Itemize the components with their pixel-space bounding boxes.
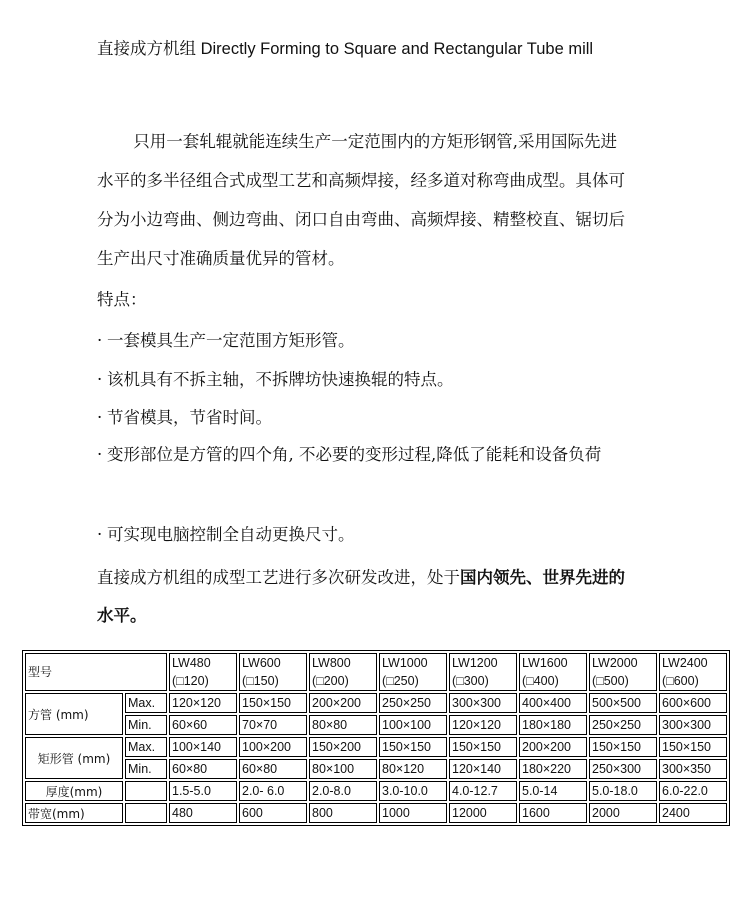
table-cell: 200×200 [309, 693, 377, 713]
model-name: LW2400 [662, 656, 708, 670]
square-tube-label: 方管 (mm) [25, 693, 123, 735]
table-cell: 100×200 [239, 737, 307, 757]
table-row [25, 803, 727, 823]
table-cell: 80×120 [379, 759, 447, 779]
strip-width-label: 带宽(mm) [25, 803, 123, 823]
table-cell: 150×150 [589, 737, 657, 757]
model-cell [589, 653, 657, 691]
table-cell: 4.0-12.7 [449, 781, 517, 801]
table-cell: 3.0-10.0 [379, 781, 447, 801]
table-cell: 250×250 [589, 715, 657, 735]
empty-cell [125, 803, 167, 823]
table-cell: 500×500 [589, 693, 657, 713]
feature-item [97, 435, 617, 474]
table-row [25, 653, 727, 691]
table-cell: 2.0-8.0 [309, 781, 377, 801]
table-cell: 250×300 [589, 759, 657, 779]
model-name: LW1200 [452, 656, 498, 670]
table-cell: 150×150 [379, 737, 447, 757]
model-size: (□400) [522, 674, 559, 688]
max-label: Max. [125, 693, 167, 713]
model-cell [449, 653, 517, 691]
bullet-symbol: · [97, 408, 103, 427]
table-cell: 1000 [379, 803, 447, 823]
model-cell [309, 653, 377, 691]
table-cell: 1.5-5.0 [169, 781, 237, 801]
summary-text: 直接成方机组的成型工艺进行多次研发改进，处于 [97, 568, 460, 587]
max-label: Max. [125, 737, 167, 757]
table-cell: 12000 [449, 803, 517, 823]
title-chinese: 直接成方机组 [97, 39, 196, 58]
table-cell: 100×100 [379, 715, 447, 735]
feature-text: 变形部位是方管的四个角, 不必要的变形过程,降低了能耗和设备负荷 [107, 445, 602, 464]
table-cell: 600 [239, 803, 307, 823]
model-cell [659, 653, 727, 691]
table-cell: 1600 [519, 803, 587, 823]
table-cell: 300×300 [449, 693, 517, 713]
table-cell: 120×140 [449, 759, 517, 779]
table-cell: 80×80 [309, 715, 377, 735]
feature-text: 节省模具，节省时间。 [107, 408, 272, 427]
table-cell: 250×250 [379, 693, 447, 713]
intro-paragraph: 只用一套轧辊就能连续生产一定范围内的方矩形钢管,采用国际先进水平的多半径组合式成型工艺和高频焊接，经多道对称弯曲成型。具体可分为小边弯曲、侧边弯曲、闭口自由弯曲、高频焊接、精整校直、锯切后生产出尺寸准确质量优异的管材。 [97, 132, 625, 268]
feature-item [97, 404, 272, 428]
table-cell: 180×220 [519, 759, 587, 779]
min-label: Min. [125, 759, 167, 779]
table-cell: 180×180 [519, 715, 587, 735]
table-cell: 2000 [589, 803, 657, 823]
model-name: LW2000 [592, 656, 638, 670]
table-cell: 150×150 [239, 693, 307, 713]
model-cell [239, 653, 307, 691]
table-cell: 100×140 [169, 737, 237, 757]
model-size: (□250) [382, 674, 419, 688]
bullet-symbol: · [97, 445, 103, 464]
table-cell: 60×80 [169, 759, 237, 779]
table-cell: 480 [169, 803, 237, 823]
model-size: (□200) [312, 674, 349, 688]
model-size: (□600) [662, 674, 699, 688]
table-row [25, 759, 727, 779]
model-size: (□150) [242, 674, 279, 688]
summary-paragraph [97, 559, 632, 635]
title-english: Directly Forming to Square and Rectangular Tube mill [196, 40, 594, 58]
table-row [25, 693, 727, 713]
empty-cell [125, 781, 167, 801]
table-cell: 150×150 [659, 737, 727, 757]
min-label: Min. [125, 715, 167, 735]
model-size: (□300) [452, 674, 489, 688]
model-name: LW600 [242, 656, 281, 670]
bullet-symbol: · [97, 331, 103, 350]
model-name: LW800 [312, 656, 351, 670]
feature-text: 一套模具生产一定范围方矩形管。 [107, 331, 355, 350]
model-cell [379, 653, 447, 691]
table-cell: 60×80 [239, 759, 307, 779]
table-cell: 200×200 [519, 737, 587, 757]
model-name: LW1000 [382, 656, 428, 670]
table-cell: 70×70 [239, 715, 307, 735]
bullet-symbol: · [97, 525, 103, 544]
model-cell [169, 653, 237, 691]
table-cell: 2400 [659, 803, 727, 823]
feature-text: 该机具有不拆主轴，不拆牌坊快速换辊的特点。 [107, 370, 454, 389]
table-cell: 2.0- 6.0 [239, 781, 307, 801]
table-cell: 300×300 [659, 715, 727, 735]
table-row [25, 737, 727, 757]
model-cell [519, 653, 587, 691]
summary-highlight: 国内领先、世界先进的水平。 [97, 568, 625, 625]
model-size: (□500) [592, 674, 629, 688]
table-row [25, 715, 727, 735]
table-cell: 400×400 [519, 693, 587, 713]
bullet-symbol: · [97, 370, 103, 389]
table-cell: 60×60 [169, 715, 237, 735]
table-row [25, 781, 727, 801]
table-cell: 600×600 [659, 693, 727, 713]
spec-table [22, 650, 730, 826]
table-cell: 120×120 [449, 715, 517, 735]
document-title [97, 30, 617, 68]
model-size: (□120) [172, 674, 209, 688]
model-name: LW480 [172, 656, 211, 670]
feature-item [97, 327, 355, 351]
feature-item [97, 366, 454, 390]
feature-text: 可实现电脑控制全自动更换尺寸。 [107, 525, 355, 544]
table-cell: 150×200 [309, 737, 377, 757]
table-cell: 6.0-22.0 [659, 781, 727, 801]
table-cell: 300×350 [659, 759, 727, 779]
features-label: 特点： [97, 290, 147, 309]
thickness-label: 厚度(mm) [25, 781, 123, 801]
feature-item [97, 521, 355, 545]
rect-tube-label: 矩形管 (mm) [25, 737, 123, 779]
table-cell: 5.0-18.0 [589, 781, 657, 801]
table-cell: 800 [309, 803, 377, 823]
table-cell: 150×150 [449, 737, 517, 757]
table-cell: 5.0-14 [519, 781, 587, 801]
table-cell: 80×100 [309, 759, 377, 779]
model-name: LW1600 [522, 656, 568, 670]
header-model-label: 型号 [25, 653, 167, 691]
table-cell: 120×120 [169, 693, 237, 713]
